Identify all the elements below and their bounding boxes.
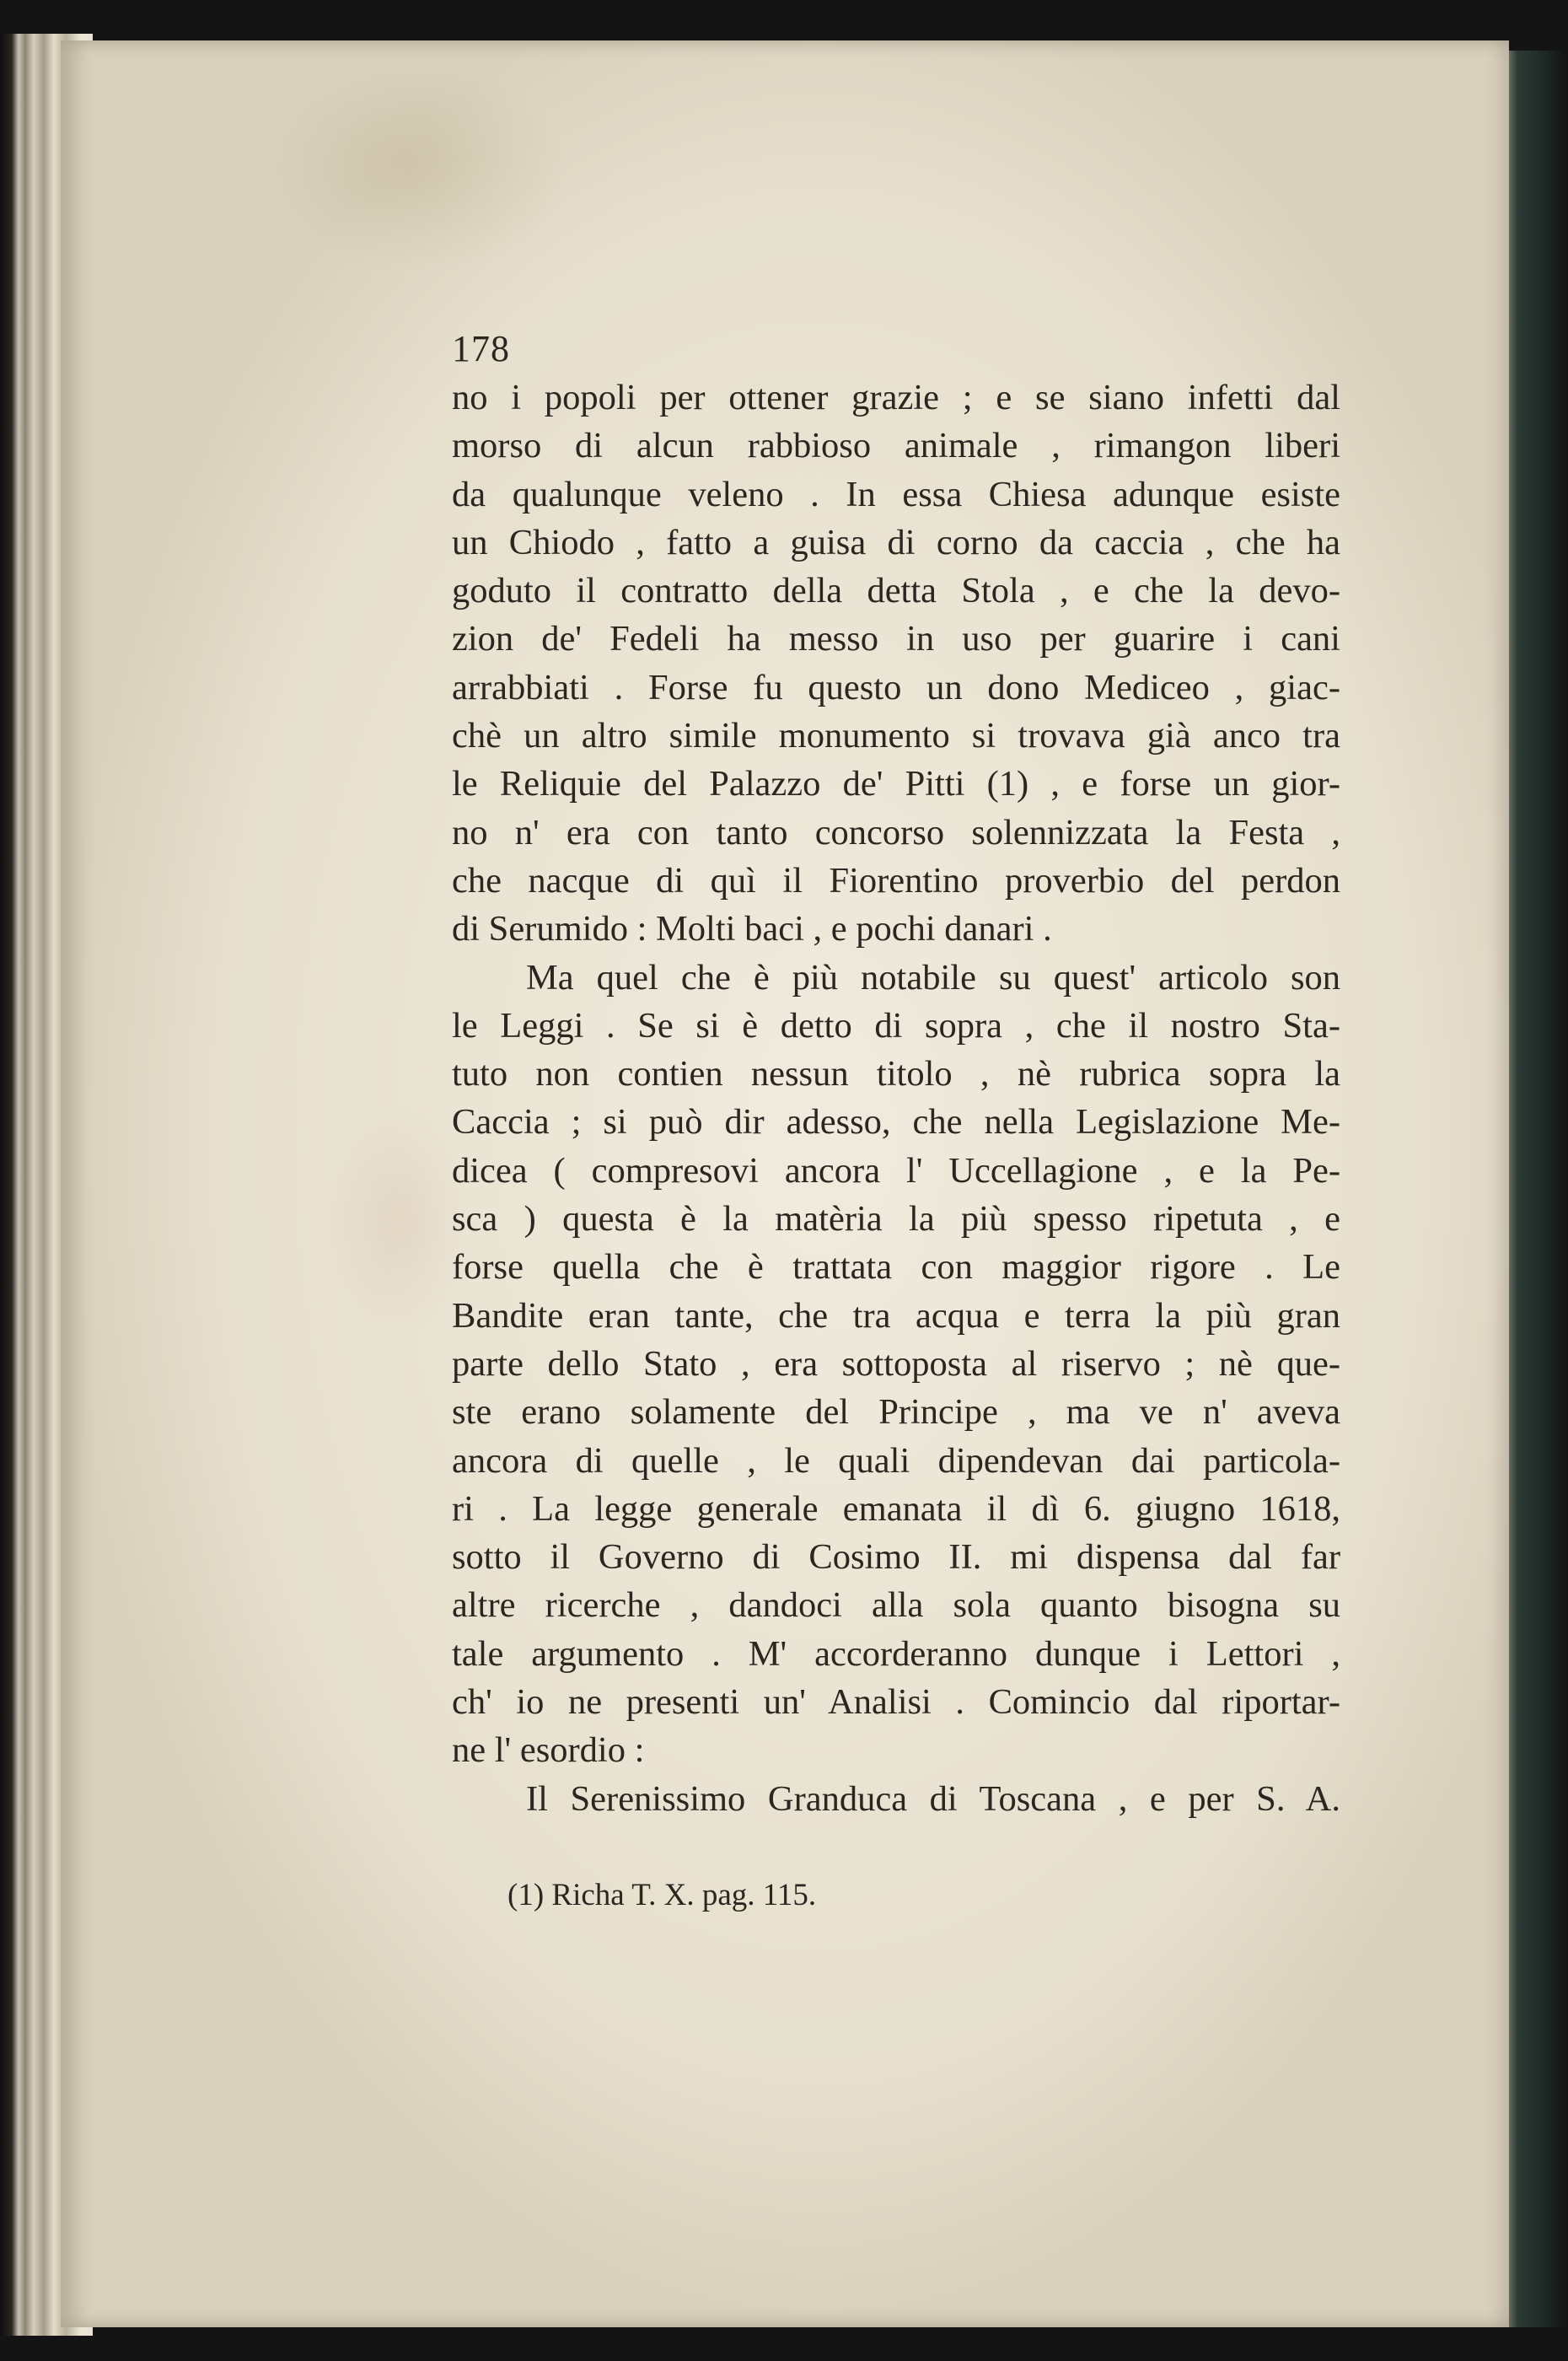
text-line: parte dello Stato , era sottoposta al riservo ; nè que-: [452, 1343, 1340, 1384]
text-line: forse quella che è trattata con maggior rigore . Le: [452, 1247, 1340, 1288]
text-line: zion de' Fedeli ha messo in uso per guarire i cani: [452, 619, 1340, 659]
text-line: ancora di quelle , le quali dipendevan dai particola-: [452, 1440, 1340, 1481]
text-line: tuto non contien nessun titolo , nè rubrica sopra la: [452, 1054, 1340, 1094]
text-line: Il Serenissimo Granduca di Toscana , e per S. A.: [526, 1778, 1340, 1819]
text-line: ri . La legge generale emanata il dì 6. giugno 1618,: [452, 1488, 1340, 1529]
text-line: sotto il Governo di Cosimo II. mi dispensa dal far: [452, 1537, 1340, 1578]
text-line: arrabbiati . Forse fu questo un dono Mediceo , giac-: [452, 667, 1340, 707]
text-line: da qualunque veleno . In essa Chiesa adunque esiste: [452, 474, 1340, 514]
text-line: le Leggi . Se si è detto di sopra , che il nostro Sta-: [452, 1005, 1340, 1046]
text-line: dicea ( compresovi ancora l' Uccellagione , e la Pe-: [452, 1150, 1340, 1191]
book-page: [61, 40, 1509, 2327]
text-line: goduto il contratto della detta Stola , e che la devo-: [452, 571, 1340, 611]
text-line: un Chiodo , fatto a guisa di corno da caccia , che ha: [452, 522, 1340, 562]
text-line: altre ricerche , dandoci alla sola quanto bisogna su: [452, 1585, 1340, 1626]
text-line: di Serumido : Molti baci , e pochi danari .: [452, 909, 1052, 949]
text-line: ch' io ne presenti un' Analisi . Comincio dal riportar-: [452, 1682, 1340, 1723]
text-line: chè un altro simile monumento si trovava già anco tra: [452, 716, 1340, 756]
text-line: ste erano solamente del Principe , ma ve n' aveva: [452, 1392, 1340, 1433]
footnote: (1) Richa T. X. pag. 115.: [507, 1878, 817, 1912]
page-number: 178: [452, 328, 510, 369]
text-line: no n' era con tanto concorso solennizzata la Festa ,: [452, 812, 1340, 852]
text-line: le Reliquie del Palazzo de' Pitti (1) , e forse un gior-: [452, 764, 1340, 804]
text-line: no i popoli per ottener grazie ; e se siano infetti dal: [452, 378, 1340, 417]
text-line: sca ) questa è la matèria la più spesso ripetuta , e: [452, 1199, 1340, 1240]
text-line: Ma quel che è più notabile su quest' articolo son: [526, 957, 1340, 998]
text-line: morso di alcun rabbioso animale , rimangon liberi: [452, 426, 1340, 466]
text-line: ne l' esordio :: [452, 1730, 645, 1771]
page-body-text: [452, 374, 1340, 1823]
text-line: Bandite eran tante, che tra acqua e terra la più gran: [452, 1295, 1340, 1336]
text-line: che nacque di quì il Fiorentino proverbio del perdon: [452, 860, 1340, 901]
text-line: Caccia ; si può dir adesso, che nella Legislazione Me-: [452, 1102, 1340, 1143]
text-line: tale argumento . M' accorderanno dunque i Lettori ,: [452, 1633, 1340, 1674]
